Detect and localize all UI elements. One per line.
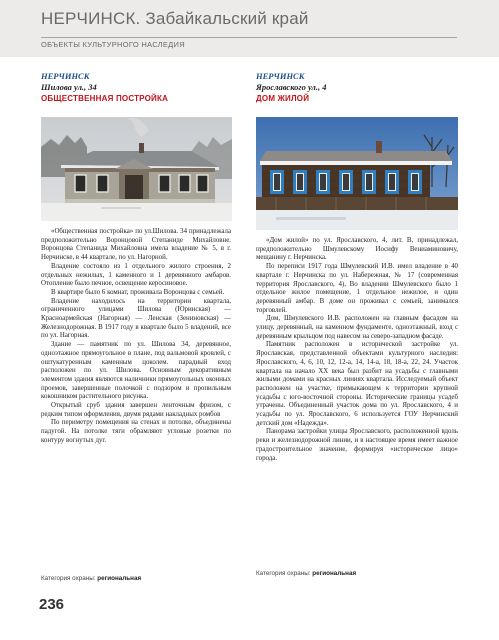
left-paragraph: Открытый сруб здания завершен ленточным фризом, с редким типом оформления, двумя рядами накладных ромбов <box>41 402 231 418</box>
left-category-value: региональная <box>97 575 142 582</box>
right-category-label: Категория охраны: <box>256 570 311 577</box>
right-category-value: региональная <box>312 570 357 577</box>
right-building-photo <box>256 117 458 230</box>
right-paragraph: Дом, Шмулевского И.В. расположен на главным фасадом на улицу, деревянный, на каменном фундаменте, одноэтажный, вход с деревянным крыльцом под навесом на северо-западном фасаде. <box>256 315 458 340</box>
right-protection-category <box>256 570 356 577</box>
header-title: НЕРЧИНСК. Забайкальский край <box>41 9 309 28</box>
left-object-name: ОБЩЕСТВЕННАЯ ПОСТРОЙКА <box>41 94 169 103</box>
left-paragraph: «Общественная постройка» по ул.Шилова. 34 принадлежала предположительно Воронцовой Степаниде Михайловне. Воронцова Степанида Михайловна имела владение № 5, в г. Нерчинске, в 44 квартале, по ул. Нагорной. <box>41 228 231 262</box>
left-paragraph: Владение состояло из 1 отдельного жилого строения, 2 отдельных нежилых, 1 каменного и 1 деревянного амбаров. Отопление было печное, освещение керосиновое. <box>41 262 231 288</box>
left-building-photo <box>41 117 232 221</box>
right-entry-heading <box>256 71 446 104</box>
left-street: Шилова ул., 34 <box>41 82 97 92</box>
right-object-name: ДОМ ЖИЛОЙ <box>256 94 310 103</box>
right-paragraph: «Дом жилой» по ул. Ярославского, 4, лит. В, принадлежал, предположительно Шмулевскому Иосифу Вениаминовичу, мещанину г. Нерчинска. <box>256 237 458 262</box>
right-paragraph: Панорама застройки улицы Ярославского, расположенной вдоль реки и железнодорожной линии, и в настоящее время имеет важное градостроительное значение, формируя «историческое лицо» города. <box>256 428 458 462</box>
right-paragraph: По переписи 1917 года Шмулевский И.В. имел владение в 40 квартале г. Нерчинска по ул. Набережная, № 17 (современная территория Ярославского, 4), Во владении Шмулевского было 1 отдельное жилое помещение, 1 отдельное нежилое, и один деревянный амбар. В доме он проживал с семьей, занимался торговлей. <box>256 263 458 314</box>
left-category-label: Категория охраны: <box>41 575 96 582</box>
right-street: Ярославского ул., 4 <box>256 82 327 92</box>
left-paragraph: По периметру помещения на стенах и потолке, объединены падугой. На потолке тяги обрамляют угловые розетки по контуру вогнутых дуг. <box>41 419 231 444</box>
page-header <box>0 0 499 57</box>
header-divider <box>41 37 457 38</box>
left-paragraph: Здание — памятник по ул. Шилова 34, деревянное, одноэтажное прямоугольное в плане, под вальмовой кровлей, с оштукатуренным каменным цоколем. парадный вход расположен по ул. Шилова. Основным декоративным элементом здания являются наличники прямоугольных оконных проемов, завершенные полочкой с подзором и пропильным кокошником растительного рисунка. <box>41 341 231 401</box>
right-article-text <box>256 237 458 463</box>
header-subtitle: ОБЪЕКТЫ КУЛЬТУРНОГО НАСЛЕДИЯ <box>41 40 185 49</box>
right-city: НЕРЧИНСК <box>256 71 305 81</box>
left-paragraph: Владение находилось на территории квартала, ограниченного улицами Шилова (Юринская) — Красноармейская (Нагорная) — Ленская (Зениновская) — Железнодорожная. В 1917 году в квартале было 5 владений, все по ул. Нагорная. <box>41 297 231 340</box>
left-article-text <box>41 228 231 446</box>
left-city: НЕРЧИНСК <box>41 71 90 81</box>
right-paragraph: Памятник расположен в исторической застройке ул. Ярославская, представленной объектами культурного наследия: Ярославского, 4, 6, 10, 12, 12-а, 14, 14-а, 18, 18-а, 22, 24. Участок квартала на начало XX века был разбит на усадьбы с главными жилыми домами на красных линиях квартала. Исследуемый объект расположен на участке, примыкающем к территории крупной усадьбы с юго-восточной стороны. Исторические границы усадеб утрачены. Объединенный участок дома по ул. Ярославского, 4 и усадьбы по ул. Ярославского, 6 используется ГОУ Нерчинский детский дом «Надежда». <box>256 341 458 427</box>
left-entry-heading <box>41 71 231 104</box>
left-paragraph: В квартире было 6 комнат, проживала Воронцова с семьей. <box>51 288 225 296</box>
page-number: 236 <box>39 596 65 613</box>
left-protection-category <box>41 575 141 582</box>
